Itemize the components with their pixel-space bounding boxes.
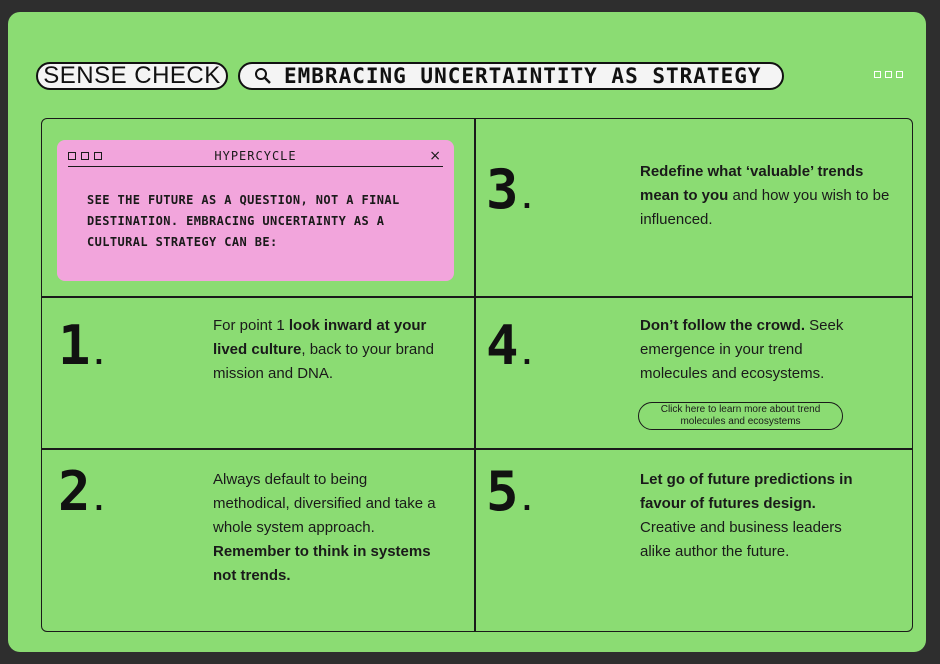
point-number-5: 5.: [486, 460, 536, 523]
point-text-3: Redefine what ‘valuable’ trends mean to you and how you wish to be influenced.: [640, 163, 890, 228]
point-text-1: For point 1 look inward at your lived culture, back to your brand mission and DNA.: [213, 317, 434, 382]
window-square-icon[interactable]: [896, 71, 903, 78]
point-number-1: 1.: [58, 314, 108, 377]
popup-title: HYPERCYCLE: [214, 149, 297, 163]
search-bar-title: EMBRACING UNCERTAINTITY AS STRATEGY: [284, 64, 762, 88]
sense-check-text: SENSE CHECK: [43, 62, 221, 89]
slide-card: [8, 12, 926, 652]
grid-divider-vertical: [474, 119, 476, 631]
window-controls: [874, 71, 903, 78]
close-icon[interactable]: ×: [429, 148, 441, 164]
point-text-5: Let go of future predictions in favour of futures design. Creative and business leaders alike author the future.: [640, 471, 853, 560]
grid-divider-horizontal: [42, 296, 912, 298]
search-bar[interactable]: [238, 62, 784, 90]
window-square-icon[interactable]: [885, 71, 892, 78]
popup-text: SEE THE FUTURE AS A QUESTION, NOT A FINAL DESTINATION. EMBRACING UNCERTAINTY AS A CULTURAL STRATEGY CAN BE:: [87, 193, 400, 249]
popup-titlebar: [68, 146, 443, 167]
search-icon: [254, 67, 272, 85]
point-text-4: Don’t follow the crowd. Seek emergence in your trend molecules and ecosystems.: [640, 317, 844, 382]
point-text-2: Always default to being methodical, diversified and take a whole system approach. Remember to think in systems not trends.: [213, 471, 436, 584]
grid-divider-horizontal: [42, 448, 912, 450]
hypercycle-popup: [57, 140, 454, 281]
points-grid: [41, 118, 913, 632]
point-number-3: 3.: [486, 158, 536, 221]
learn-more-button[interactable]: Click here to learn more about trend molecules and ecosystems: [638, 402, 843, 430]
point-number-2: 2.: [58, 460, 108, 523]
point-number-4: 4.: [486, 314, 536, 377]
sense-check-label: [36, 62, 228, 90]
window-square-icon[interactable]: [874, 71, 881, 78]
